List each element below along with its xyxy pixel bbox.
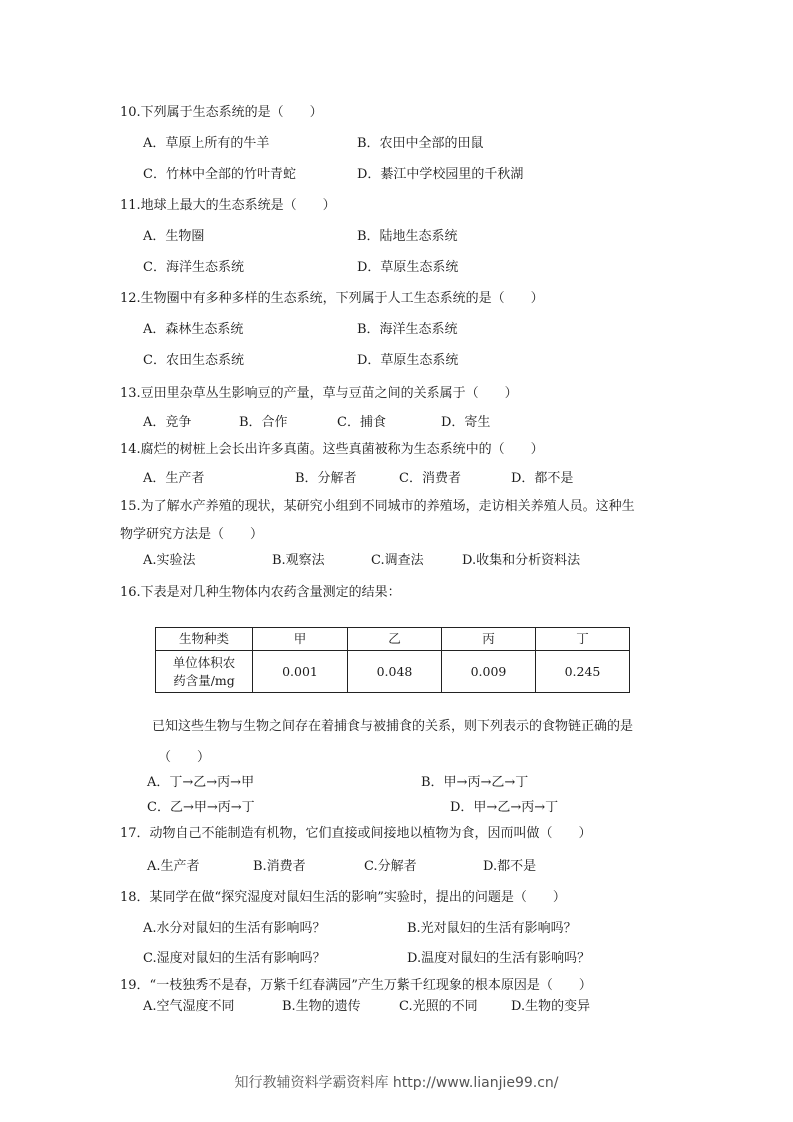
question-16-followup-line2: （ ） [158,750,211,765]
table-row [156,651,630,693]
question-19-option-b: B.生物的遗传 [282,999,361,1014]
question-16-option-b: B．甲→丙→乙→丁 [421,775,529,790]
question-18-stem: 18．某同学在做“探究湿度对鼠妇生活的影响”实验时，提出的问题是（ ） [120,890,566,905]
question-13-option-b: B．合作 [239,415,288,430]
question-17-option-b: B.消费者 [253,859,306,874]
table-row-label-line: 单位体积农 [172,654,236,670]
question-17-option-d: D.都不是 [483,859,537,874]
question-15-stem-line2: 物学研究方法是（ ） [120,527,264,542]
table-header-cell: 乙 [348,628,442,651]
question-10-option-c: C．竹林中全部的竹叶青蛇 [143,167,296,182]
question-16-option-c: C．乙→甲→丙→丁 [147,800,255,815]
question-16-option-d: D．甲→乙→丙→丁 [450,800,559,815]
question-17-option-a: A.生产者 [147,859,200,874]
question-10-option-a: A．草原上所有的牛羊 [143,136,270,151]
question-15-option-a: A.实验法 [143,553,196,568]
question-14-option-b: B．分解者 [295,471,357,486]
table-header-cell: 丙 [442,628,536,651]
question-18-option-d: D.温度对鼠妇的生活有影响吗？ [407,951,591,966]
question-19-stem: 19．“一枝独秀不是春，万紫千红春满园”产生万紫千红现象的根本原因是（ ） [120,978,592,993]
question-11-option-a: A．生物圈 [143,229,205,244]
question-14-option-a: A．生产者 [143,471,205,486]
question-13-option-c: C．捕食 [337,415,386,430]
question-18-option-b: B.光对鼠妇的生活有影响吗？ [407,921,577,936]
question-14-option-d: D．都不是 [511,471,574,486]
table-cell: 0.048 [348,651,442,693]
table-header-cell: 生物种类 [156,628,253,651]
question-19-option-d: D.生物的变异 [511,999,591,1014]
question-12-option-a: A．森林生态系统 [143,322,244,337]
pesticide-table [155,627,630,693]
table-cell: 0.001 [253,651,348,693]
question-11-option-c: C．海洋生态系统 [143,260,244,275]
question-19-option-a: A.空气湿度不同 [143,999,235,1014]
question-14-stem: 14.腐烂的树桩上会长出许多真菌。这些真菌被称为生态系统中的（ ） [120,442,544,457]
question-13-stem: 13.豆田里杂草丛生影响豆的产量，草与豆苗之间的关系属于（ ） [120,386,518,401]
question-12-option-d: D．草原生态系统 [357,353,459,368]
question-12-option-c: C．农田生态系统 [143,353,244,368]
footer-watermark: 知行教辅资料学霸资料库 http://www.lianjie99.cn/ [234,1075,559,1091]
question-12-option-b: B．海洋生态系统 [357,322,458,337]
question-17-option-c: C.分解者 [364,859,417,874]
question-13-option-a: A．竞争 [143,415,192,430]
question-13-option-d: D．寄生 [441,415,491,430]
question-15-option-b: B.观察法 [272,553,325,568]
table-row-label-line: 药含量/mg [173,672,235,688]
question-14-option-c: C．消费者 [399,471,461,486]
question-11-option-d: D．草原生态系统 [357,260,459,275]
question-16-followup-line1: 已知这些生物与生物之间存在着捕食与被捕食的关系，则下列表示的食物链正确的是 [152,719,634,734]
table-header-row [156,628,630,651]
table-row-label [156,651,253,693]
question-11-stem: 11.地球上最大的生态系统是（ ） [120,198,336,213]
question-17-stem: 17．动物自己不能制造有机物，它们直接或间接地以植物为食，因而叫做（ ） [120,826,592,841]
table-header-cell: 甲 [253,628,348,651]
question-10-option-d: D．綦江中学校园里的千秋湖 [357,167,524,182]
question-18-option-c: C.湿度对鼠妇的生活有影响吗？ [143,951,326,966]
question-19-option-c: C.光照的不同 [399,999,478,1014]
question-15-option-d: D.收集和分析资料法 [462,553,581,568]
question-10-stem: 10.下列属于生态系统的是（ ） [120,105,323,120]
question-15-stem-line1: 15.为了解水产养殖的现状，某研究小组到不同城市的养殖场，走访相关养殖人员。这种生 [120,499,635,514]
table-header-cell: 丁 [536,628,630,651]
question-16-stem: 16.下表是对几种生物体内农药含量测定的结果： [120,585,401,600]
question-12-stem: 12.生物圈中有多种多样的生态系统，下列属于人工生态系统的是（ ） [120,291,544,306]
question-11-option-b: B．陆地生态系统 [357,229,458,244]
table-cell: 0.245 [536,651,630,693]
question-16-option-a: A．丁→乙→丙→甲 [147,775,255,790]
question-10-option-b: B．农田中全部的田鼠 [357,136,484,151]
table-cell: 0.009 [442,651,536,693]
question-15-option-c: C.调查法 [371,553,424,568]
question-18-option-a: A.水分对鼠妇的生活有影响吗？ [143,921,326,936]
